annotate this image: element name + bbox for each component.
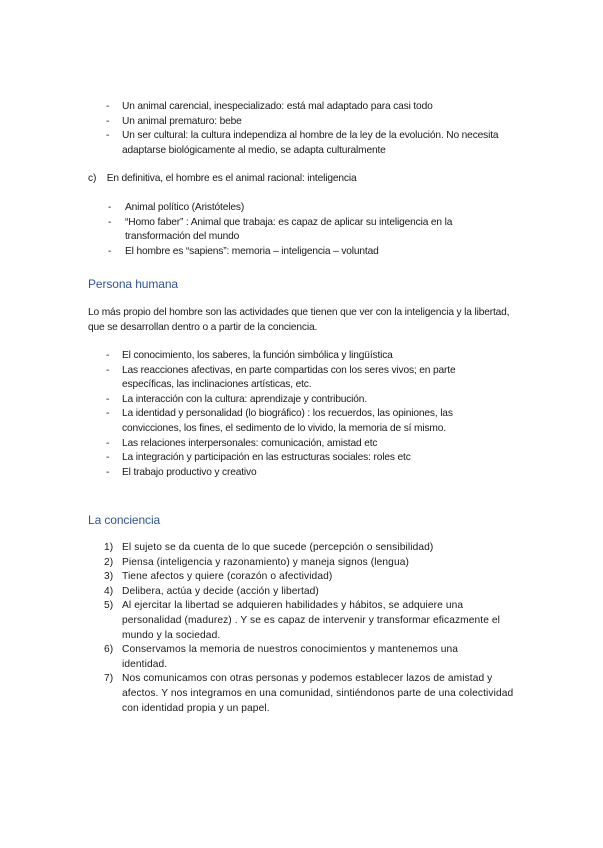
list-item-text: Nos comunicamos con otras personas y podemos establecer lazos de amistad y afectos. Y nos integramos en una comunidad, sintiéndonos parte de una colectividad con identidad propia y un papel. (122, 673, 514, 714)
list-item-text: La identidad y personalidad (lo biográfico) : los recuerdos, las opiniones, las convicciones, los fines, el sedimento de lo vivido, la memoria de sí mismo. (122, 408, 453, 434)
list-item-text: El trabajo productivo y creativo (122, 466, 257, 478)
list-item-text: “Homo faber” : Animal que trabaja: es capaz de aplicar su inteligencia en la transformación del mundo (125, 216, 453, 243)
dash-bullet: - (106, 101, 110, 112)
section-c-marker: c) (88, 173, 97, 184)
list-item (106, 115, 506, 130)
dash-bullet: - (108, 216, 112, 228)
list-item-text: Animal político (Aristóteles) (125, 202, 245, 213)
list-number: 7) (104, 673, 114, 685)
list-item-text: Las reacciones afectivas, en parte compartidas con los seres vivos; en parte específicas, las inclinaciones artísticas, etc. (122, 364, 456, 391)
list-item-text: Delibera, actúa y decide (acción y libertad) (122, 585, 319, 597)
list-item (108, 245, 508, 260)
list-item (108, 216, 508, 245)
list-item (106, 100, 506, 115)
list-item-text: La integración y participación en las estructuras sociales: roles etc (122, 452, 411, 464)
dash-bullet: - (108, 245, 112, 257)
dash-bullet: - (106, 115, 110, 127)
list-item (104, 672, 514, 716)
dash-bullet: - (106, 130, 110, 142)
list-number: 1) (104, 542, 114, 553)
list-item-text: El hombre es “sapiens”: memoria – inteligencia – voluntad (125, 245, 379, 257)
list-item-text: Un animal carencial, inespecializado: está mal adaptado para casi todo (122, 101, 433, 112)
list-item-text: Un animal prematuro: bebe (122, 115, 242, 127)
conciencia-list (104, 541, 514, 716)
list-item-text: Tiene afectos y quiere (corazón o afectividad) (122, 571, 333, 583)
persona-heading: Persona humana (88, 277, 178, 291)
conciencia-heading: La conciencia (88, 513, 161, 527)
list-item (106, 437, 516, 452)
dash-bullet: - (108, 202, 112, 213)
section-c-text: En definitiva, el hombre es el animal racional: inteligencia (106, 173, 357, 184)
list-item-text: El conocimiento, los saberes, la función simbólica y lingüística (122, 350, 393, 361)
list-item (106, 129, 506, 158)
dash-bullet: - (106, 452, 110, 464)
list-number: 3) (104, 571, 114, 583)
dash-bullet: - (106, 393, 110, 405)
list-number: 6) (104, 644, 114, 656)
list-item (104, 541, 514, 556)
section-c-list (108, 201, 508, 259)
list-item-text: Un ser cultural: la cultura independiza al hombre de la ley de la evolución. No necesita adaptarse biológicamente al medio, se adapta culturalmente (122, 130, 499, 156)
list-item (104, 599, 514, 643)
list-item (106, 364, 508, 393)
list-number: 5) (104, 600, 114, 612)
list-item-text: Piensa (inteligencia y razonamiento) y maneja signos (lengua) (122, 556, 409, 568)
dash-bullet: - (106, 408, 110, 420)
persona-intro: Lo más propio del hombre son las actividades que tienen que ver con la inteligencia y la libertad, que se desarrollan dentro o a partir de la conciencia. (88, 307, 510, 333)
list-item (104, 570, 514, 585)
list-item (106, 407, 508, 436)
list-item (106, 451, 516, 466)
dash-bullet: - (106, 364, 110, 376)
list-item (104, 643, 482, 672)
list-item (104, 585, 514, 600)
dash-bullet: - (106, 466, 110, 478)
list-item (108, 201, 508, 216)
list-number: 2) (104, 556, 114, 568)
list-item-text: Conservamos la memoria de nuestros conocimientos y mantenemos una identidad. (122, 644, 459, 670)
dash-bullet: - (106, 350, 110, 361)
dash-bullet: - (106, 437, 110, 449)
list-item (106, 349, 516, 364)
section-c-line (88, 172, 518, 187)
persona-list (106, 349, 516, 480)
list-item (106, 466, 516, 481)
list-number: 4) (104, 585, 114, 597)
list-item-text: Las relaciones interpersonales: comunicación, amistad etc (122, 437, 378, 449)
list-item (104, 556, 514, 571)
list-item-text: Al ejercitar la libertad se adquieren habilidades y hábitos, se adquiere una personalidad (madurez) . Y se es capaz de intervenir y transformar eficazmente el mundo y la sociedad. (122, 600, 501, 641)
top-dash-list (106, 100, 506, 158)
list-item-text: La interacción con la cultura: aprendizaje y contribución. (122, 393, 368, 405)
list-item-text: El sujeto se da cuenta de lo que sucede (percepción o sensibilidad) (122, 542, 434, 553)
list-item (106, 393, 516, 408)
